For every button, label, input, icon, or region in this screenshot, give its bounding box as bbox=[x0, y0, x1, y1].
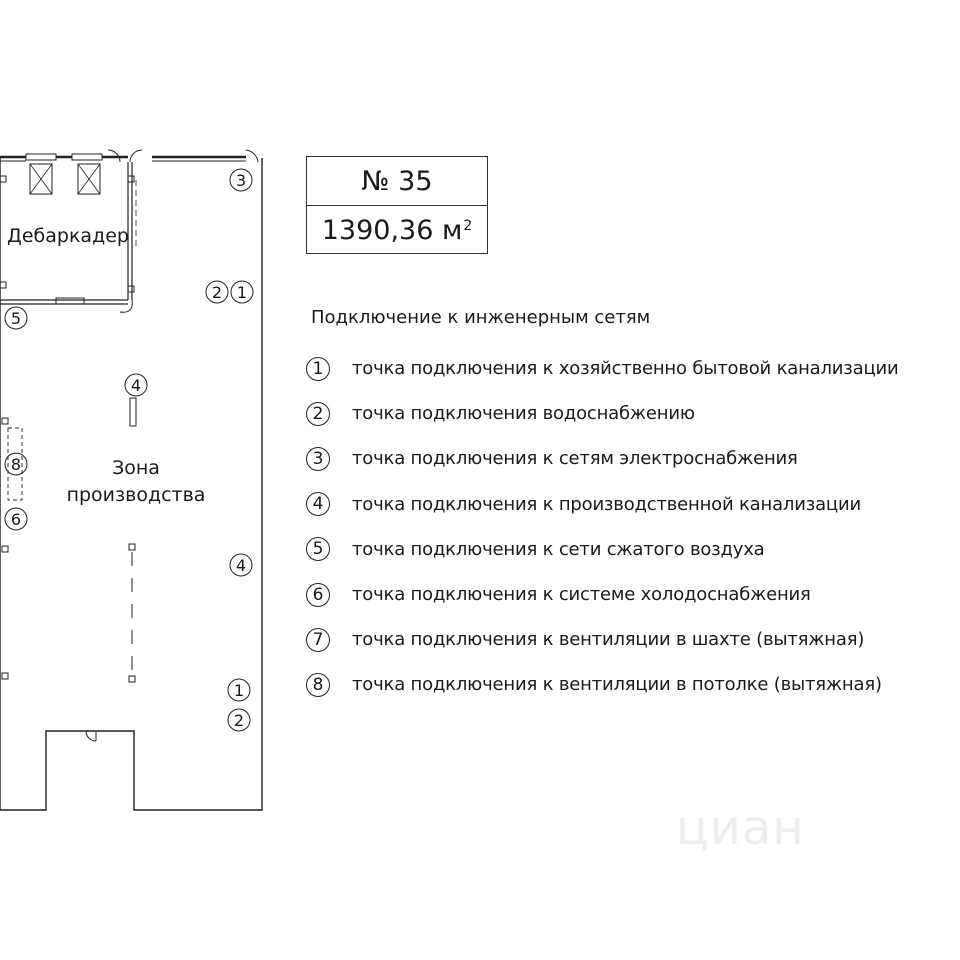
watermark-logo: циан bbox=[676, 800, 805, 856]
drain-slot bbox=[130, 398, 136, 426]
marker-6: 6 bbox=[10, 510, 22, 529]
legend-number: 1 bbox=[306, 357, 330, 381]
legend-item bbox=[306, 617, 960, 662]
unit-info-box bbox=[306, 156, 488, 254]
marker-1: 1 bbox=[236, 283, 248, 302]
marker-4: 4 bbox=[130, 376, 142, 395]
unit-number-text: № 35 bbox=[361, 165, 433, 197]
legend-number: 6 bbox=[306, 583, 330, 607]
unit-area-sup: 2 bbox=[463, 218, 473, 234]
legend-item bbox=[306, 527, 960, 572]
marker-1: 1 bbox=[233, 681, 245, 700]
floor-plan bbox=[0, 0, 300, 960]
legend-item bbox=[306, 436, 960, 481]
marker-2: 2 bbox=[211, 283, 223, 302]
door-swing bbox=[246, 150, 258, 162]
marker-5: 5 bbox=[10, 309, 22, 328]
legend-text: точка подключения к сети сжатого воздуха bbox=[352, 538, 765, 560]
legend-number: 3 bbox=[306, 447, 330, 471]
dock-door-1-frame bbox=[26, 154, 56, 160]
marker-2: 2 bbox=[233, 711, 245, 730]
unit-area bbox=[307, 205, 487, 254]
legend-item bbox=[306, 662, 960, 707]
legend-number: 8 bbox=[306, 673, 330, 697]
legend-item bbox=[306, 391, 960, 436]
room-label-production-2: производства bbox=[66, 484, 206, 506]
legend-number: 5 bbox=[306, 537, 330, 561]
legend-item bbox=[306, 346, 960, 391]
marker-3: 3 bbox=[235, 171, 247, 190]
legend-item bbox=[306, 572, 960, 617]
legend-text: точка подключения к сетям электроснабжения bbox=[352, 448, 798, 470]
legend-title: Подключение к инженерным сетям bbox=[311, 307, 651, 328]
marker-4: 4 bbox=[235, 556, 247, 575]
unit-area-value: 1390,36 м bbox=[321, 214, 463, 246]
legend-number: 2 bbox=[306, 402, 330, 426]
marker-8: 8 bbox=[10, 455, 22, 474]
dock-door-2-frame bbox=[72, 154, 102, 160]
legend-text: точка подключения к вентиляции в шахте (вытяжная) bbox=[352, 629, 865, 651]
bottom-door bbox=[86, 731, 96, 741]
room-label-production-1: Зона bbox=[112, 457, 160, 479]
legend-item bbox=[306, 482, 960, 527]
dock-partition-bottom bbox=[0, 300, 128, 304]
legend-text: точка подключения к вентиляции в потолке (вытяжная) bbox=[352, 674, 882, 696]
legend-number: 4 bbox=[306, 492, 330, 516]
legend-text: точка подключения к системе холодоснабжения bbox=[352, 584, 811, 606]
legend-number: 7 bbox=[306, 628, 330, 652]
room-label-dock: Дебаркадер bbox=[7, 225, 129, 247]
door-swing bbox=[130, 150, 142, 162]
legend-text: точка подключения к хозяйственно бытовой канализации bbox=[352, 358, 899, 380]
legend-list bbox=[306, 346, 960, 708]
legend-text: точка подключения водоснабжению bbox=[352, 403, 695, 425]
unit-number bbox=[307, 157, 487, 205]
legend-text: точка подключения к производственной канализации bbox=[352, 493, 861, 515]
